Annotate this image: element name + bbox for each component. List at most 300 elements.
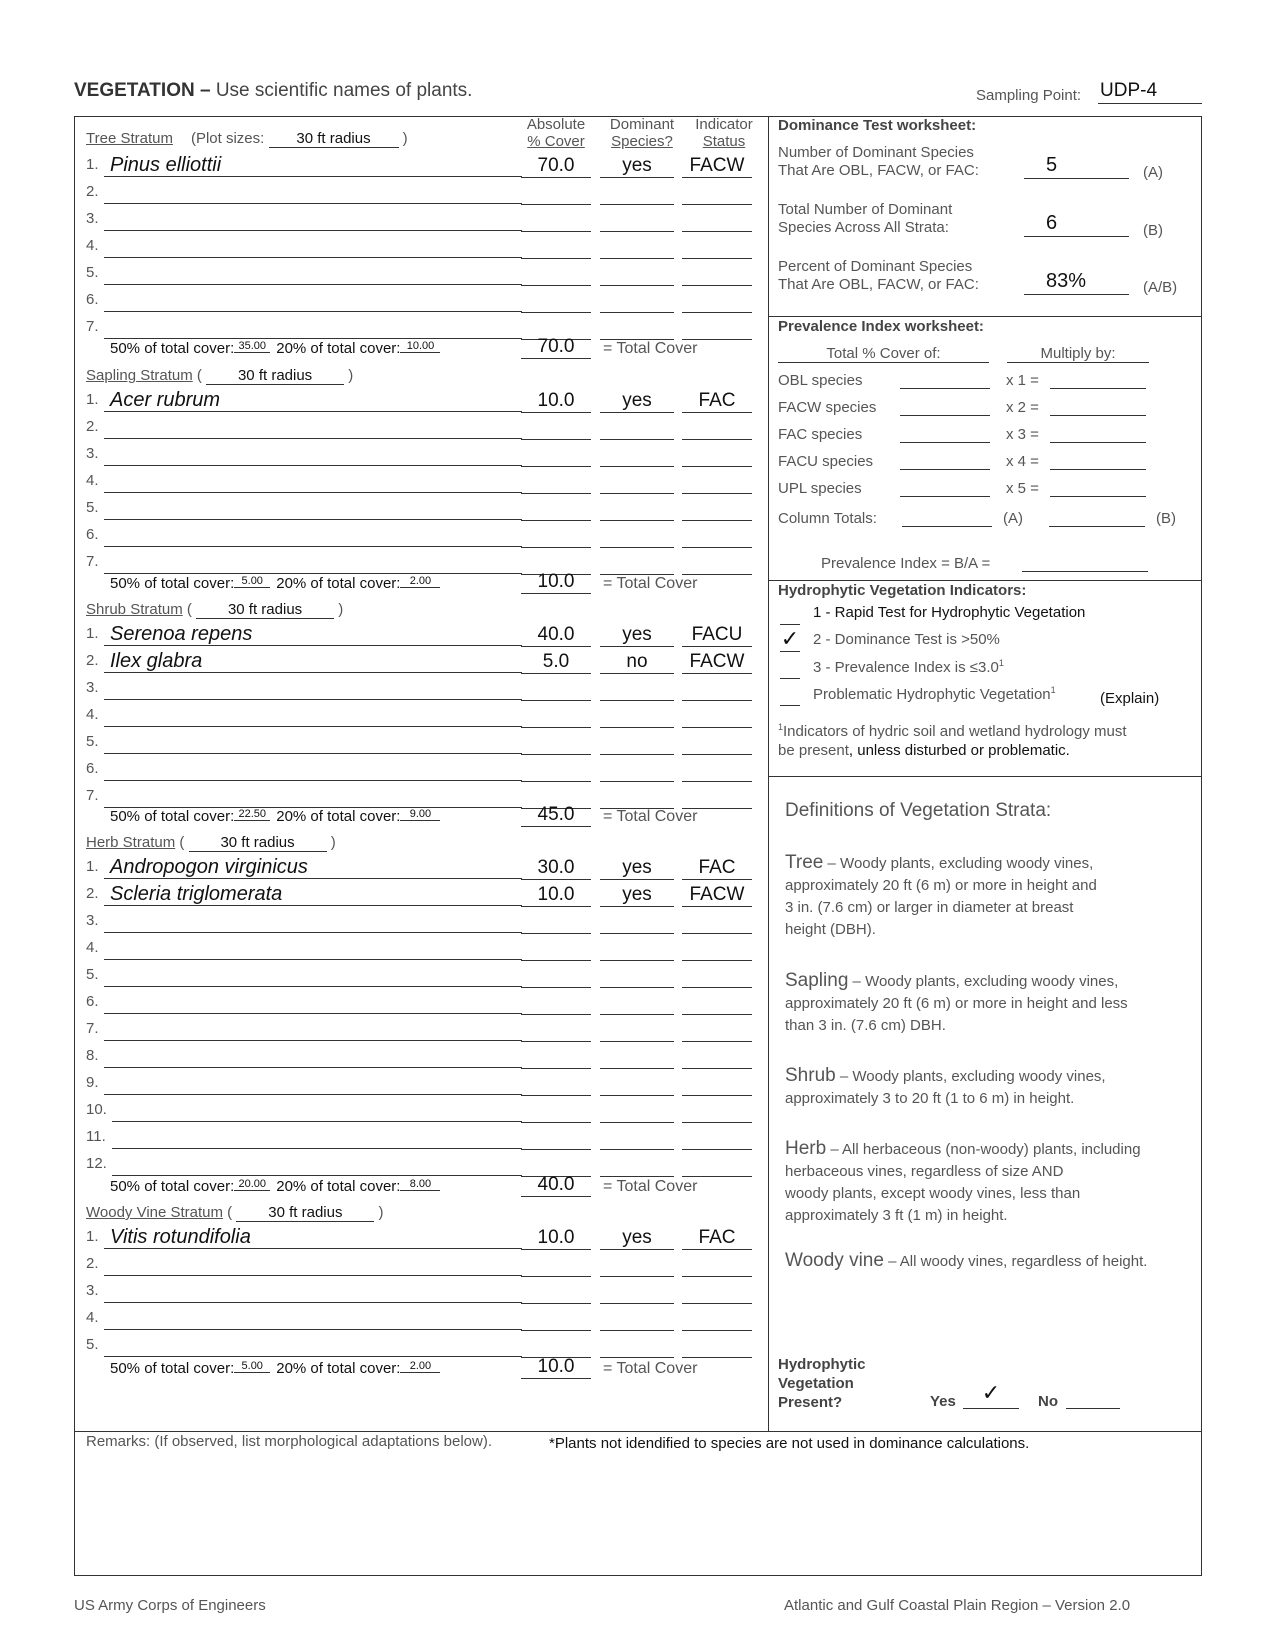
sapling-indicator-field[interactable]: [682, 498, 752, 521]
herb-indicator-field[interactable]: [682, 938, 752, 961]
prevalence-cover-field[interactable]: [900, 496, 990, 497]
sapling-species-field[interactable]: [104, 443, 522, 466]
sapling-indicator-field[interactable]: [682, 471, 752, 494]
sapling-species-field[interactable]: [104, 497, 522, 520]
sapling-indicator-field[interactable]: [682, 525, 752, 548]
sapling-total-cover-field[interactable]: 10.0: [521, 571, 591, 594]
sapling-cover-field[interactable]: 10.0: [521, 390, 591, 413]
tree-indicator-field[interactable]: [682, 317, 752, 340]
herb-twenty-label: 20% of total cover:: [276, 1178, 401, 1195]
herb-species-field[interactable]: Scleria triglomerata: [104, 883, 522, 906]
shrub-dominant-field[interactable]: [600, 705, 674, 728]
tree-fifty-field[interactable]: 35.00: [234, 340, 270, 353]
herb-dominant-field[interactable]: yes: [600, 884, 674, 907]
vine-row-number: 4.: [86, 1309, 99, 1326]
shrub-indicator-field[interactable]: [682, 732, 752, 755]
vine-row-number: 2.: [86, 1255, 99, 1272]
shrub-indicator-field[interactable]: FACW: [682, 651, 752, 674]
sampling-point-field[interactable]: UDP-4: [1098, 80, 1202, 104]
prevalence-multiplier: x 1 =: [1006, 372, 1039, 389]
prevalence-cover-field[interactable]: [900, 415, 990, 416]
vine-dominant-field[interactable]: yes: [600, 1227, 674, 1250]
column-totals-label: Column Totals:: [778, 510, 877, 527]
prevalence-row-label: FAC species: [778, 426, 863, 443]
tree-stratum-header: Tree Stratum (Plot sizes: 30 ft radius ): [86, 130, 408, 147]
herb-species-field[interactable]: [112, 1153, 522, 1176]
sapling-row-number: 7.: [86, 553, 99, 570]
shrub-row-number: 1.: [86, 625, 99, 642]
vine-cover-field[interactable]: 10.0: [521, 1227, 591, 1250]
tree-cover-field[interactable]: 70.0: [521, 155, 591, 178]
vine-cover-field[interactable]: [521, 1254, 591, 1277]
sapling-dominant-field[interactable]: [600, 471, 674, 494]
sampling-point-label: Sampling Point:: [976, 87, 1082, 104]
present-yes-field[interactable]: [963, 1380, 1019, 1409]
sapling-row-number: 4.: [86, 472, 99, 489]
prevalence-result-field[interactable]: [1050, 496, 1146, 497]
tree-dominant-field[interactable]: [600, 182, 674, 205]
footnote-marker: 1: [1050, 685, 1056, 695]
shrub-indicator-field[interactable]: [682, 759, 752, 782]
herb-cover-field[interactable]: 30.0: [521, 857, 591, 880]
herb-cover-field[interactable]: [521, 992, 591, 1015]
shrub-species-field[interactable]: [104, 677, 522, 700]
sapling-species-field[interactable]: [104, 524, 522, 547]
sapling-total-cover-label: = Total Cover: [603, 575, 698, 592]
tree-dominant-field[interactable]: yes: [600, 155, 674, 178]
shrub-total-cover-field[interactable]: 45.0: [521, 804, 591, 827]
prevalence-multiplier: x 4 =: [1006, 453, 1039, 470]
remarks-divider: [74, 1431, 1202, 1432]
herb-dominant-field[interactable]: [600, 965, 674, 988]
tree-dominant-field[interactable]: [600, 317, 674, 340]
sapling-dominant-field[interactable]: [600, 444, 674, 467]
tree-indicator-field[interactable]: [682, 236, 752, 259]
shrub-stratum-name: Shrub Stratum: [86, 601, 183, 618]
present-no-field[interactable]: [1066, 1408, 1120, 1409]
tree-species-field[interactable]: [104, 289, 522, 312]
sapling-stratum-name: Sapling Stratum: [86, 367, 193, 384]
hydro-indicator-checkbox[interactable]: [780, 683, 800, 706]
herb-indicator-field[interactable]: [682, 1154, 752, 1177]
shrub-indicator-field[interactable]: [682, 786, 752, 809]
tree-species-field[interactable]: Pinus elliottii: [104, 154, 522, 177]
vine-cover-thresholds: [110, 1360, 440, 1377]
sapling-plot-size-field[interactable]: 30 ft radius: [206, 367, 344, 385]
vine-total-cover-field[interactable]: 10.0: [521, 1356, 591, 1379]
dominance-b-label: Total Number of Dominant Species Across All Strata:: [778, 201, 953, 236]
vine-indicator-field[interactable]: [682, 1308, 752, 1331]
herb-cover-field[interactable]: [521, 1127, 591, 1150]
herb-indicator-field[interactable]: [682, 1100, 752, 1123]
vine-fifty-field[interactable]: 5.00: [234, 1360, 270, 1373]
column-totals-b-tag: (B): [1156, 510, 1176, 527]
vine-indicator-field[interactable]: [682, 1254, 752, 1277]
sapling-twenty-label: 20% of total cover:: [276, 575, 401, 592]
tree-row-number: 4.: [86, 237, 99, 254]
remarks-label: Remarks: (If observed, list morphological adaptations below).: [86, 1433, 493, 1450]
prevalence-col1: Total % Cover of:: [778, 345, 989, 363]
tree-dominant-field[interactable]: [600, 263, 674, 286]
shrub-row-number: 2.: [86, 652, 99, 669]
sapling-species-field[interactable]: [104, 470, 522, 493]
herb-indicator-field[interactable]: [682, 992, 752, 1015]
hydro-indicator-checkbox[interactable]: [780, 626, 800, 652]
tree-dominant-field[interactable]: [600, 236, 674, 259]
sapling-dominant-field[interactable]: [600, 525, 674, 548]
shrub-cover-field[interactable]: 5.0: [521, 651, 591, 674]
sapling-row-number: 3.: [86, 445, 99, 462]
herb-cover-field[interactable]: [521, 938, 591, 961]
herb-row-number: 8.: [86, 1047, 99, 1064]
dominance-ab-tag: (A/B): [1143, 279, 1178, 296]
herb-row-number: 2.: [86, 885, 99, 902]
prevalence-cover-field[interactable]: [900, 388, 990, 389]
tree-indicator-field[interactable]: FACW: [682, 155, 752, 178]
herb-species-field[interactable]: [104, 964, 522, 987]
shrub-species-field[interactable]: Serenoa repens: [104, 623, 522, 646]
herb-dominant-field[interactable]: [600, 1019, 674, 1042]
sapling-dominant-field[interactable]: [600, 417, 674, 440]
vine-cover-field[interactable]: [521, 1281, 591, 1304]
herb-species-field[interactable]: [112, 1126, 522, 1149]
dominance-divider: [768, 316, 1202, 317]
tree-cover-field[interactable]: [521, 290, 591, 313]
vine-species-field[interactable]: [104, 1253, 522, 1276]
herb-cover-field[interactable]: [521, 1073, 591, 1096]
tree-cover-field[interactable]: [521, 182, 591, 205]
herb-stratum-header: Herb Stratum ( 30 ft radius ): [86, 834, 336, 851]
shrub-species-field[interactable]: Ilex glabra: [104, 650, 522, 673]
herb-species-field[interactable]: [104, 1072, 522, 1095]
hydro-indicator-label: [813, 604, 1085, 621]
vine-total-cover-label: = Total Cover: [603, 1360, 698, 1377]
herb-dominant-field[interactable]: [600, 1154, 674, 1177]
herb-indicator-field[interactable]: FAC: [682, 857, 752, 880]
shrub-dominant-field[interactable]: [600, 759, 674, 782]
prevalence-divider: [768, 580, 1202, 581]
sapling-row-number: 1.: [86, 391, 99, 408]
tree-row-number: 2.: [86, 183, 99, 200]
sapling-dominant-field[interactable]: yes: [600, 390, 674, 413]
herb-dominant-field[interactable]: [600, 1100, 674, 1123]
sapling-row-number: 6.: [86, 526, 99, 543]
hydro-indicator-text: 2 - Dominance Test is >50%: [813, 631, 1000, 648]
dominance-title: Dominance Test worksheet:: [778, 117, 977, 134]
herb-dominant-field[interactable]: [600, 1046, 674, 1069]
shrub-plot-size-field[interactable]: 30 ft radius: [196, 601, 334, 619]
herb-fifty-field[interactable]: 20.00: [234, 1178, 270, 1191]
herb-cover-field[interactable]: [521, 1046, 591, 1069]
vine-dominant-field[interactable]: [600, 1308, 674, 1331]
sapling-twenty-field[interactable]: 2.00: [400, 575, 440, 588]
column-totals-b-field[interactable]: [1049, 526, 1145, 527]
herb-stratum-name: Herb Stratum: [86, 834, 176, 851]
explain-label: (Explain): [1100, 690, 1160, 707]
herb-row-number: 10.: [86, 1101, 107, 1118]
tree-row-number: 5.: [86, 264, 99, 281]
prevalence-row-label: UPL species: [778, 480, 862, 497]
herb-plot-size-field[interactable]: 30 ft radius: [189, 834, 327, 852]
herb-cover-field[interactable]: [521, 1100, 591, 1123]
herb-total-cover-field[interactable]: 40.0: [521, 1174, 591, 1197]
herb-cover-field[interactable]: [521, 1019, 591, 1042]
sapling-indicator-field[interactable]: FAC: [682, 390, 752, 413]
hydro-indicator-checkbox[interactable]: [780, 656, 800, 679]
herb-cover-field[interactable]: 10.0: [521, 884, 591, 907]
prevalence-row-label: FACW species: [778, 399, 877, 416]
prevalence-row-label: OBL species: [778, 372, 863, 389]
hydro-indicator-checkbox[interactable]: [780, 602, 800, 625]
sapling-species-field[interactable]: Acer rubrum: [104, 389, 522, 412]
herb-dominant-field[interactable]: yes: [600, 857, 674, 880]
herb-row-number: 1.: [86, 858, 99, 875]
herb-indicator-field[interactable]: [682, 911, 752, 934]
dominance-ab-label: Percent of Dominant Species That Are OBL, FACW, or FAC:: [778, 258, 979, 293]
sapling-cover-field[interactable]: [521, 471, 591, 494]
shrub-dominant-field[interactable]: [600, 732, 674, 755]
def-shrub: Shrub – Woody plants, excluding woody vines, approximately 3 to 20 ft (1 to 6 m) in height.: [785, 1065, 1106, 1107]
sapling-species-field[interactable]: [104, 551, 522, 574]
vine-dominant-field[interactable]: [600, 1254, 674, 1277]
vine-fifty-label: 50% of total cover:: [110, 1360, 235, 1377]
herb-species-field[interactable]: [104, 991, 522, 1014]
sapling-row-number: 5.: [86, 499, 99, 516]
herb-dominant-field[interactable]: [600, 938, 674, 961]
vine-twenty-label: 20% of total cover:: [276, 1360, 401, 1377]
sapling-fifty-label: 50% of total cover:: [110, 575, 235, 592]
shrub-cover-field[interactable]: [521, 732, 591, 755]
tree-indicator-field[interactable]: [682, 182, 752, 205]
sapling-indicator-field[interactable]: [682, 417, 752, 440]
tree-indicator-field[interactable]: [682, 209, 752, 232]
vine-species-field[interactable]: Vitis rotundifolia: [104, 1226, 522, 1249]
shrub-twenty-field[interactable]: 9.00: [400, 808, 440, 821]
prevalence-result-field[interactable]: [1050, 388, 1146, 389]
vine-indicator-field[interactable]: FAC: [682, 1227, 752, 1250]
prevalence-col2: Multiply by:: [1007, 345, 1149, 363]
vine-stratum-header: Woody Vine Stratum ( 30 ft radius ): [86, 1204, 384, 1221]
herb-cover-thresholds: [110, 1178, 440, 1195]
shrub-species-field[interactable]: [104, 758, 522, 781]
prevalence-cover-field[interactable]: [900, 442, 990, 443]
shrub-total-cover-label: = Total Cover: [603, 808, 698, 825]
shrub-row-number: 5.: [86, 733, 99, 750]
vine-dominant-field[interactable]: [600, 1335, 674, 1358]
tree-species-field[interactable]: [104, 262, 522, 285]
tree-species-field[interactable]: [104, 208, 522, 231]
shrub-dominant-field[interactable]: [600, 786, 674, 809]
footnote-marker: 1: [998, 658, 1004, 668]
herb-cover-field[interactable]: [521, 911, 591, 934]
sapling-dominant-field[interactable]: [600, 552, 674, 575]
shrub-row-number: 3.: [86, 679, 99, 696]
tree-cover-field[interactable]: [521, 209, 591, 232]
prevalence-multiplier: x 5 =: [1006, 480, 1039, 497]
herb-indicator-field[interactable]: [682, 965, 752, 988]
shrub-cover-field[interactable]: [521, 705, 591, 728]
herb-row-number: 6.: [86, 993, 99, 1010]
column-totals-a-field[interactable]: [902, 526, 992, 527]
sapling-cover-field[interactable]: [521, 525, 591, 548]
hydro-indicator-text: 1 - Rapid Test for Hydrophytic Vegetation: [813, 604, 1086, 621]
herb-cover-field[interactable]: [521, 965, 591, 988]
page-title: [74, 80, 472, 102]
tree-fifty-label: 50% of total cover:: [110, 340, 235, 357]
prevalence-cover-field[interactable]: [900, 469, 990, 470]
shrub-cover-thresholds: [110, 808, 440, 825]
tree-indicator-field[interactable]: [682, 263, 752, 286]
tree-total-cover-field[interactable]: 70.0: [521, 336, 591, 359]
shrub-indicator-field[interactable]: [682, 705, 752, 728]
tree-dominant-field[interactable]: [600, 290, 674, 313]
herb-species-field[interactable]: [104, 1045, 522, 1068]
shrub-row-number: 7.: [86, 787, 99, 804]
herb-dominant-field[interactable]: [600, 911, 674, 934]
sapling-cover-field[interactable]: [521, 417, 591, 440]
herb-indicator-field[interactable]: [682, 1019, 752, 1042]
herb-species-field[interactable]: [112, 1099, 522, 1122]
vine-plot-size-field[interactable]: 30 ft radius: [236, 1204, 374, 1222]
vine-species-field[interactable]: [104, 1307, 522, 1330]
shrub-dominant-field[interactable]: yes: [600, 624, 674, 647]
tree-species-field[interactable]: [104, 316, 522, 339]
vine-cover-field[interactable]: [521, 1308, 591, 1331]
footer-left: US Army Corps of Engineers: [74, 1597, 266, 1614]
herb-species-field[interactable]: [104, 1018, 522, 1041]
present-yes-label: Yes: [930, 1393, 956, 1410]
shrub-row-number: 6.: [86, 760, 99, 777]
herb-row-number: 4.: [86, 939, 99, 956]
herb-indicator-field[interactable]: [682, 1073, 752, 1096]
present-no-label: No: [1038, 1393, 1058, 1410]
tree-species-field[interactable]: [104, 181, 522, 204]
shrub-cover-field[interactable]: 40.0: [521, 624, 591, 647]
tree-cover-field[interactable]: [521, 263, 591, 286]
vine-row-number: 5.: [86, 1336, 99, 1353]
herb-indicator-field[interactable]: FACW: [682, 884, 752, 907]
herb-indicator-field[interactable]: [682, 1127, 752, 1150]
prevalence-result-field[interactable]: [1050, 415, 1146, 416]
tree-twenty-label: 20% of total cover:: [276, 340, 401, 357]
vine-species-field[interactable]: [104, 1334, 522, 1357]
herb-indicator-field[interactable]: [682, 1046, 752, 1069]
sapling-row-number: 2.: [86, 418, 99, 435]
hydro-indicator-label: [813, 685, 1056, 703]
tree-row-number: 7.: [86, 318, 99, 335]
vine-twenty-field[interactable]: 2.00: [400, 1360, 440, 1373]
vine-dominant-field[interactable]: [600, 1281, 674, 1304]
herb-row-number: 11.: [86, 1128, 106, 1145]
shrub-twenty-label: 20% of total cover:: [276, 808, 401, 825]
dominance-b-field[interactable]: 6: [1024, 212, 1129, 237]
vine-indicator-field[interactable]: [682, 1281, 752, 1304]
hydro-indicator-text: Problematic Hydrophytic Vegetation: [813, 686, 1051, 703]
hydro-indicator-label: [813, 658, 1004, 676]
shrub-indicator-field[interactable]: [682, 678, 752, 701]
dominance-a-field[interactable]: 5: [1024, 154, 1129, 179]
sapling-stratum-header: Sapling Stratum ( 30 ft radius ): [86, 367, 354, 384]
yes-check-icon: ✓: [981, 1380, 1001, 1405]
shrub-cover-field[interactable]: [521, 759, 591, 782]
herb-row-number: 5.: [86, 966, 99, 983]
prevalence-index-field[interactable]: [1022, 571, 1148, 572]
sapling-species-field[interactable]: [104, 416, 522, 439]
prevalence-title: Prevalence Index worksheet:: [778, 318, 984, 335]
shrub-fifty-field[interactable]: 22.50: [234, 808, 270, 821]
prevalence-result-field[interactable]: [1050, 442, 1146, 443]
herb-dominant-field[interactable]: [600, 1127, 674, 1150]
shrub-dominant-field[interactable]: no: [600, 651, 674, 674]
herb-twenty-field[interactable]: 8.00: [400, 1178, 440, 1191]
vine-cover-field[interactable]: [521, 1335, 591, 1358]
dominance-ab-field[interactable]: 83%: [1024, 270, 1129, 295]
sapling-indicator-field[interactable]: [682, 444, 752, 467]
tree-plot-size-field[interactable]: 30 ft radius: [269, 130, 399, 148]
herb-dominant-field[interactable]: [600, 992, 674, 1015]
sapling-cover-field[interactable]: [521, 444, 591, 467]
shrub-species-field[interactable]: [104, 731, 522, 754]
herb-dominant-field[interactable]: [600, 1073, 674, 1096]
dominance-b-tag: (B): [1143, 222, 1163, 239]
herb-row-number: 7.: [86, 1020, 99, 1037]
sapling-cover-field[interactable]: [521, 498, 591, 521]
footer-right: Atlantic and Gulf Coastal Plain Region – Version 2.0: [784, 1597, 1131, 1614]
col-indicator: Indicator Status: [695, 116, 753, 150]
shrub-dominant-field[interactable]: [600, 678, 674, 701]
herb-row-number: 12.: [86, 1155, 107, 1172]
remarks-note: *Plants not idendified to species are not used in dominance calculations.: [549, 1435, 1030, 1452]
shrub-indicator-field[interactable]: FACU: [682, 624, 752, 647]
hydro-indicator-text: 3 - Prevalence Index is ≤3.0: [813, 659, 999, 676]
title-bold: VEGETATION –: [74, 80, 211, 101]
tree-total-cover-label: = Total Cover: [603, 340, 698, 357]
vine-row-number: 1.: [86, 1228, 99, 1245]
hydro-title: Hydrophytic Vegetation Indicators:: [778, 582, 1027, 599]
prevalence-row-label: FACU species: [778, 453, 874, 470]
sapling-cover-thresholds: [110, 575, 440, 592]
shrub-species-field[interactable]: [104, 704, 522, 727]
sapling-dominant-field[interactable]: [600, 498, 674, 521]
def-herb: Herb – All herbaceous (non-woody) plants, including herbaceous vines, regardless of size AND woody plants, except woody vines, less than approximately 3 ft (1 m) in height.: [785, 1138, 1141, 1224]
plot-sizes-label: (Plot sizes:: [190, 130, 265, 147]
vine-row-number: 3.: [86, 1282, 99, 1299]
prevalence-result-field[interactable]: [1050, 469, 1146, 470]
column-totals-a-tag: (A): [1003, 510, 1023, 527]
tree-cover-field[interactable]: [521, 236, 591, 259]
shrub-row-number: 4.: [86, 706, 99, 723]
vine-indicator-field[interactable]: [682, 1335, 752, 1358]
tree-species-field[interactable]: [104, 235, 522, 258]
tree-twenty-field[interactable]: 10.00: [400, 340, 440, 353]
shrub-stratum-header: Shrub Stratum ( 30 ft radius ): [86, 601, 344, 618]
dominance-a-tag: (A): [1143, 164, 1163, 181]
col-absolute-cover: Absolute % Cover: [526, 116, 586, 150]
def-woody-vine: Woody vine – All woody vines, regardless of height.: [785, 1250, 1148, 1271]
tree-dominant-field[interactable]: [600, 209, 674, 232]
herb-species-field[interactable]: [104, 910, 522, 933]
sapling-fifty-field[interactable]: 5.00: [234, 575, 270, 588]
herb-total-cover-label: = Total Cover: [603, 1178, 698, 1195]
herb-species-field[interactable]: [104, 937, 522, 960]
sapling-indicator-field[interactable]: [682, 552, 752, 575]
vine-species-field[interactable]: [104, 1280, 522, 1303]
tree-indicator-field[interactable]: [682, 290, 752, 313]
shrub-species-field[interactable]: [104, 785, 522, 808]
herb-species-field[interactable]: Andropogon virginicus: [104, 856, 522, 879]
shrub-cover-field[interactable]: [521, 678, 591, 701]
hydro-footnote: $^1$Indicators of hydric soil and wetland hydrology must be present, unless disturbed or problematic.: [778, 722, 1127, 759]
